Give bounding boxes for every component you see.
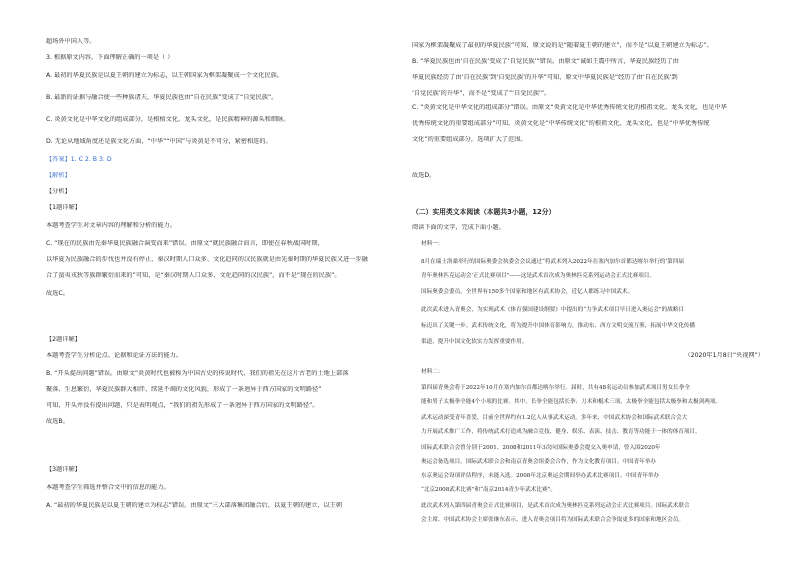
text-line: 3. 根据原文内容，下面理解正确的一项是（ ） [46, 54, 174, 61]
text-line: 此次武术列入第四届青奥会正式比赛项目，是武术首次成为奥林匹克系列运动会正式比赛项目。国际武术联合 [421, 503, 690, 509]
text-line: 以华夏为民族融合的步伐也并没有停止，秦汉时期人口众多、文化趋同的汉民族就是由先秦时期的华夏民族又进一步融 [46, 256, 368, 263]
text-line: 【3题详解】 [46, 466, 81, 473]
text-line: B. “华夏民族也由‘自在民族’变成了‘自觉民族’”错误。由原文“诚如王震中所言，华夏民族经历了由 [412, 58, 679, 65]
text-line: 本题考查学生对文章内容的理解和分析的能力。 [46, 222, 176, 229]
text-line: 东京奥运会设项评估程序，未能入选。2008年北京奥运会期间举办武术比赛项目。中国青年举办 [421, 473, 659, 479]
text-line: 聚落、生息繁衍，华夏民族群大相伴、续延不竭的文化风貌，形成了一条迥异于西方国家的文明路径” [46, 386, 322, 393]
text-line: 8月在瑞士洛桑举行的国际奥委会执委会会议通过“将武术列入2022年在塞内加尔首都达喀尔举行的‘第四届 [421, 259, 684, 265]
text-line: 【分析】 [46, 188, 71, 195]
text-line: 国际武术联合会曾分别于2001、2008和2011年3次向国际奥委会提交入奥申请，曾入围2020年 [421, 445, 661, 451]
text-line: 故选C。 [46, 290, 69, 297]
text-line: （2020年1月8日“央视网”） [684, 352, 764, 359]
text-line: 优秀传统文化的重要组成部分”可知，炎黄文化是“中华传统文化”的根祖文化、龙头文化，也是“中华优秀传统 [412, 120, 710, 127]
text-line: “北京2008武术比赛”和“南京2014青少年武术比赛”。 [421, 487, 557, 493]
text-line: 【答案】1. C 2. B 3. D [46, 156, 112, 163]
text-line: 本题考查学生筛选并整合文中的信息的能力。 [46, 484, 170, 491]
text-line: A. 最初的华夏民族是以夏王朝的建立为标志，以王朝国家为框架凝聚成一个文化民族。 [46, 72, 283, 79]
text-line: 国家为框架凝聚成了最初的华夏民族”可知，原文说的是“随着夏王朝的建立”，而不是“以夏王朝建立为标志”。 [412, 42, 713, 49]
text-line: 渠道，提升中国文化软实力发挥重要作用。 [421, 339, 528, 345]
text-line: B. “开头提出问题”错误。由原文“炎黄时代也被称为中国古史的传说时代，我们的祖先在这片古老的土地上部落 [46, 370, 349, 377]
text-line: 【解析】 [46, 172, 71, 179]
text-line: （二）实用类文本阅读（本题共3小题，12分） [412, 208, 556, 216]
text-line: D. 无论从地域角度还是族文化方面，“中华”“中国”与炎黄是不可分，紧密相连的。 [46, 138, 272, 145]
text-line: 本题考查学生分析论点、论据和论证方法的能力。 [46, 352, 183, 359]
text-line: C. “现在的民族由先秦华夏民族融合演变而来”错误。由原文“就民族融合而言，即使在春秋战国时期， [46, 240, 324, 247]
text-line: A. “最初的华夏民族是以夏王朝的建立为标志”错误。由原文“三大部落集团融合后，以夏王朝的建立，以王朝 [46, 502, 343, 509]
text-line: 此次武术进入青奥会，为实现武术《体育强国建设纲要》中提出的“力争武术项目早日进入奥运会”的战略目 [421, 307, 685, 313]
text-line: 【1题详解】 [46, 204, 81, 211]
text-line: 材料一： [421, 241, 444, 247]
text-line: 【2题详解】 [46, 336, 81, 343]
text-line: 能和男子太极拳全能4个小项的比赛。其中，长拳全能包括长拳、刀术和棍术三项，太极拳全能包括太极拳和太极剑两项。 [421, 399, 722, 405]
text-line: 华夏民族经历了由‘自在民族’到‘自觉民族’的升华”可知，原文中华夏民族是“经历了由‘自在民族’到 [412, 74, 678, 81]
text-line: 阅读下面的文字，完成下面小题。 [412, 224, 505, 231]
text-line: 国际奥委会委员，全世界有150多个国家和地区有武术协会，近亿人都练习中国武术。 [421, 289, 634, 295]
text-line: C. “炎黄文化是中华文化的组成部分”错误。由原文“炎黄文化是中华优秀传统文化的根祖文化、龙头文化，也是中华 [412, 104, 727, 111]
text-line: 力开展武术推广工作，将传统武术打造成为融合竞技、健身、娱乐、表演、技击、教育等功能于一体的体育项目。 [421, 429, 701, 435]
text-line: 武术运动深受青年喜爱，目前全世界约有1.2亿人从事武术运动。多年来，中国武术协会和国际武术联合会大 [421, 415, 688, 421]
text-line: 合了蛮夷戎狄等族群繁衍而来的”可知，是“秦汉时期人口众多、文化趋同的汉民族”，而不是“现在的民族”。 [46, 272, 341, 279]
text-line: 青年奥林匹克运动会’正式比赛项目”——这是武术首次成为奥林匹克系列运动会正式比赛项目。 [421, 273, 655, 279]
text-line: 材料二： [421, 369, 444, 375]
text-line: 奥运会备选项目。国际武术联合会和南京青奥会组委会合作，作为文化教育项目。中国青年举办 [421, 459, 656, 465]
text-line: C. 炎黄文化是中华文化的组成部分，是根植文化、龙头文化，是民族精神的源头和细脉。 [46, 116, 290, 123]
text-line: 文化”的重要组成部分，选项扩大了范围。 [412, 136, 527, 143]
text-line: 会主席、中国武术协会主席张继东表示，进入青奥会项目将为国际武术联合会争取更多的国家和地区会员。 [421, 517, 684, 523]
text-line: B. 最新的证据与融合使一些种族诸夫，华夏民族也由“自在民族”变成了“自觉民族”。 [46, 94, 278, 101]
text-line: ‘自觉民族’的升华”，而不是“变成了”‘自觉民族’”。 [412, 90, 551, 97]
text-line: 故选D。 [412, 172, 436, 179]
text-line: 第四届青奥会将于2022年10月在塞内加尔首都达喀尔举行。届时，共有48名运动员参加武术项目男女长拳全 [421, 385, 691, 391]
text-line: 标迈出了关键一步。武术传统文化，将为提升中国体育影响力，推动东、西方文明交流互鉴，拓展中华文化传播 [421, 323, 696, 329]
text-line: 超场外中国人等。 [46, 38, 96, 45]
text-line: 故选B。 [46, 418, 69, 425]
text-line: 可知，开头并没有提出问题，只是表明观点，“我们的祖先形成了一条迥异于西方国家的文明路径”。 [46, 402, 319, 409]
